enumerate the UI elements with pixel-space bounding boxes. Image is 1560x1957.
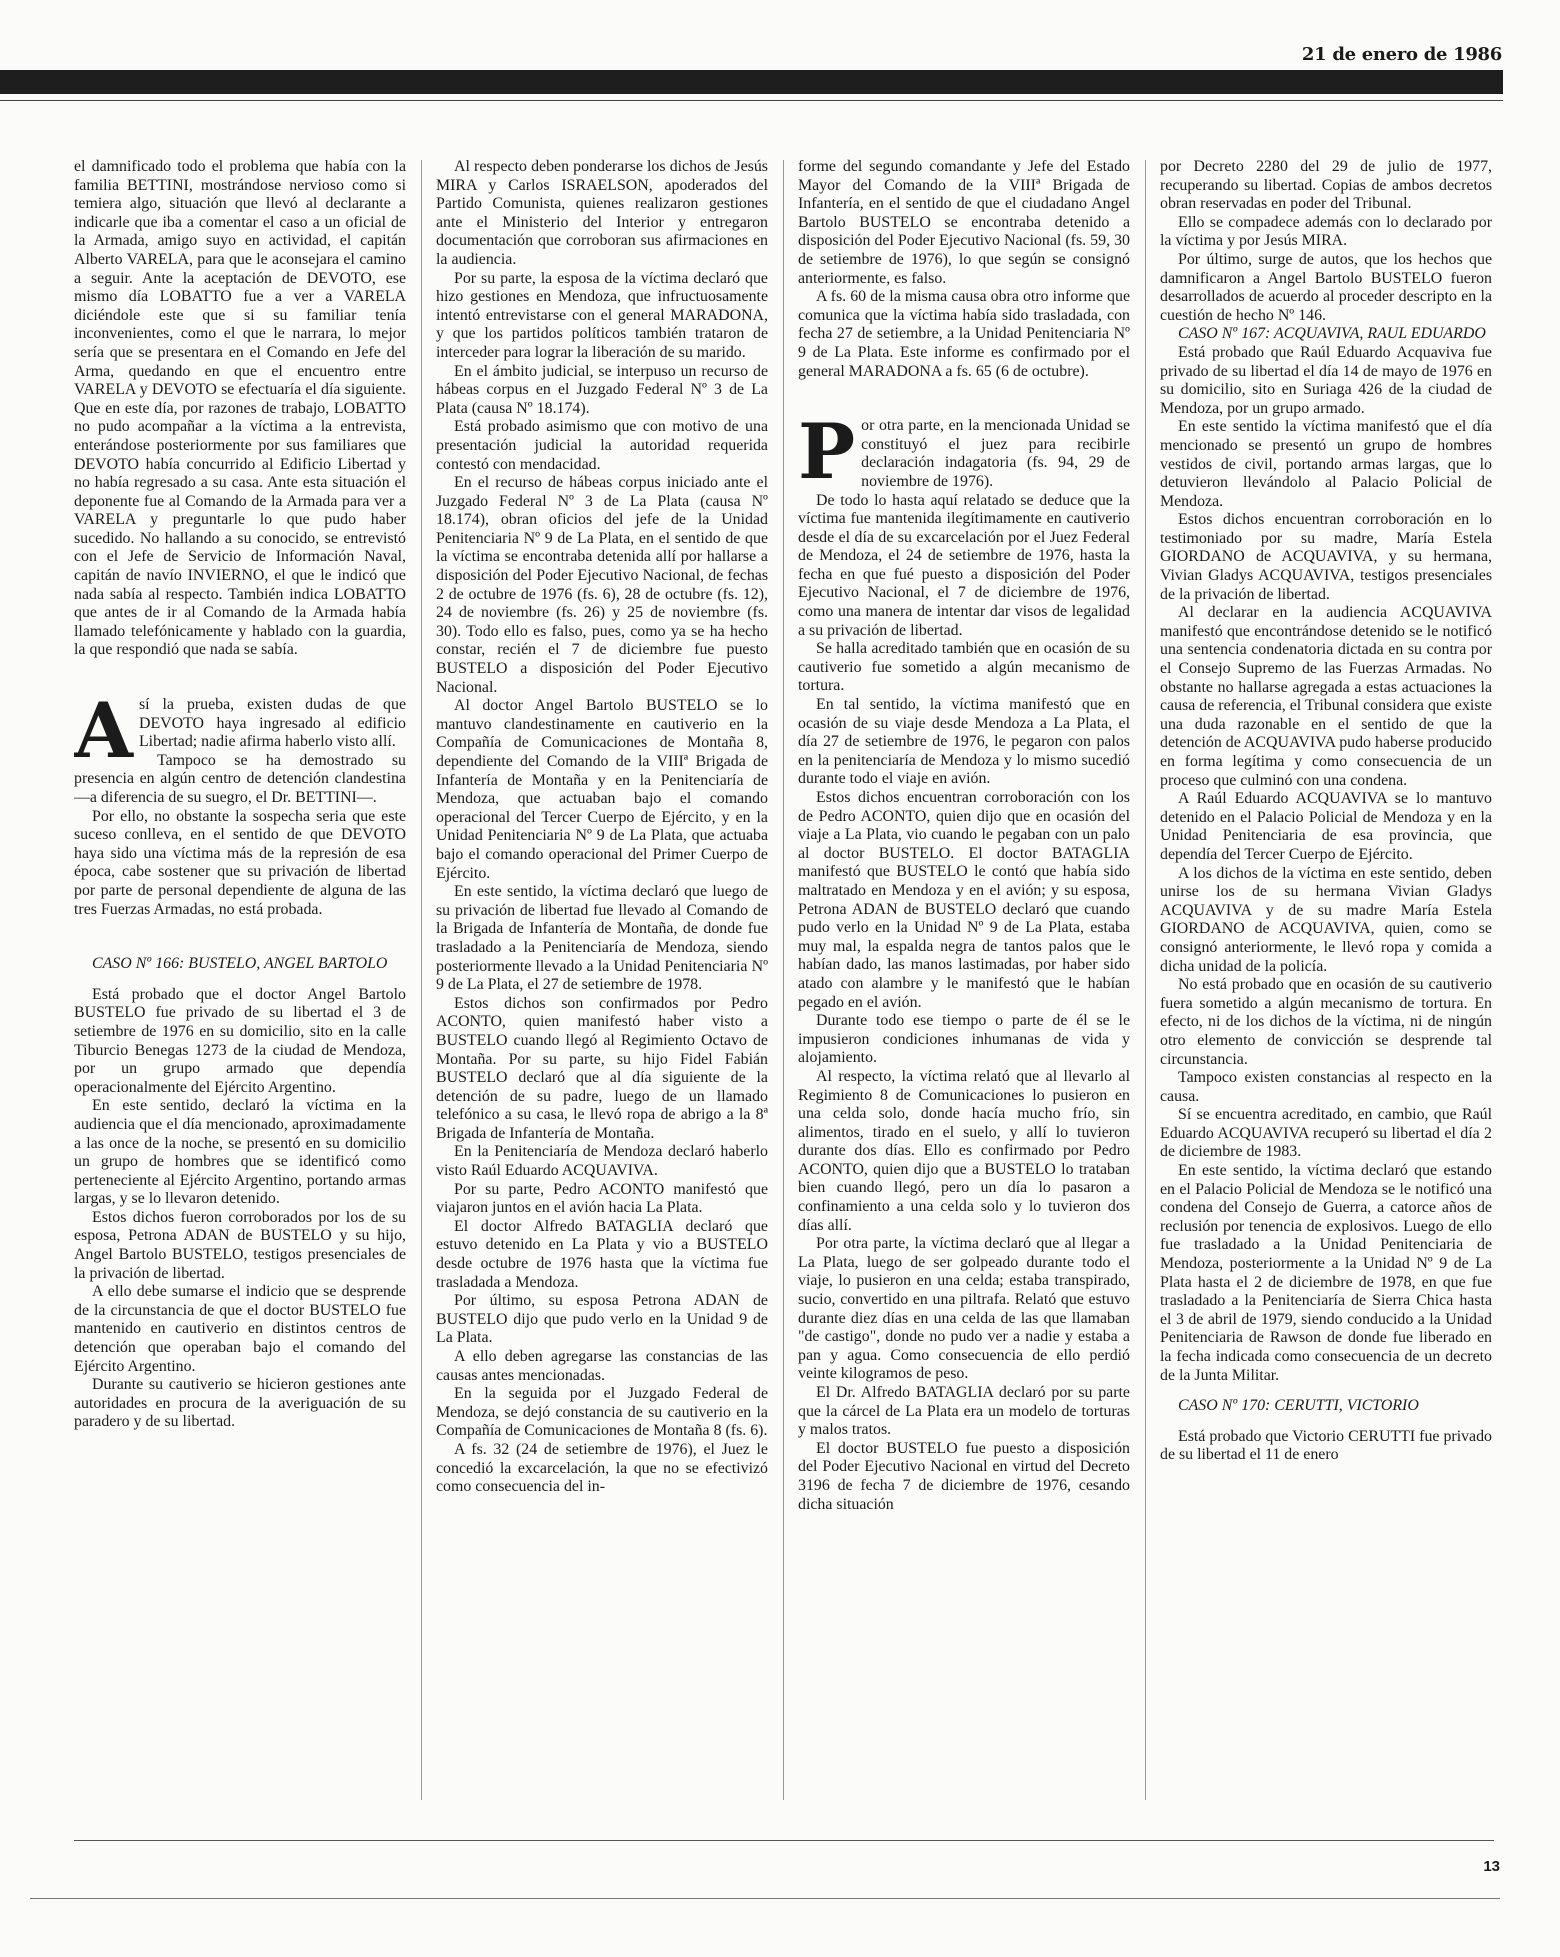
paragraph: De todo lo hasta aquí relatado se deduce que la víctima fue mantenida ilegítimamente en cautiverio desde el día de su excarcelación por el Juez Federal de Mendoza, el 24 de setiembre de 1976, hasta la fecha en que fué puesto a disposición del Poder Ejecutivo Nacional, el 7 de diciembre de 1976, como una manera de intentar dar visos de legalidad a su privación de libertad. <box>798 491 1130 639</box>
paragraph-dropcap <box>798 407 1130 497</box>
paragraph: A fs. 32 (24 de setiembre de 1976), el Juez le concedió la excarcelación, la que no se efectivizó como consecuencia del in- <box>436 1440 768 1496</box>
paragraph: Por su parte, Pedro ACONTO manifestó que viajaron juntos en el avión hacia La Plata. <box>436 1180 768 1217</box>
paragraph: Estos dichos son confirmados por Pedro ACONTO, quien manifestó haber visto a BUSTELO cuando llegó al Regimiento Octavo de Montaña. Por su parte, su hijo Fidel Fabián BUSTELO declaró que al día siguiente de la detención de su padre, luego de un llamado telefónico a su casa, le llevó ropa de abrigo a la 8ª Brigada de Infantería de Montaña. <box>436 994 768 1142</box>
paragraph: Al respecto, la víctima relató que al llevarlo al Regimiento 8 de Comunicaciones lo pusieron en una celda solo, donde hacía mucho frío, sin alimentos, tirado en el suelo, y allí lo tuvieron durante dos días. Ello es confirmado por Pedro ACONTO, quien dijo que a BUSTELO lo trataban bien cuando llegó, pero un día lo pasaron a confinamiento a una celda solo y lo tuvieron dos días allí. <box>798 1067 1130 1234</box>
paragraph: Tampoco existen constancias al respecto en la causa. <box>1160 1069 1492 1105</box>
case-heading: CASO Nº 170: CERUTTI, VICTORIO <box>1178 1397 1419 1415</box>
paragraph: A ello debe sumarse el indicio que se desprende de la circunstancia de que el doctor BUSTELO fue mantenido en cautiverio en distintos centros de detención que operaban bajo el comando del Ejército Argentino. <box>74 1283 406 1375</box>
paragraph-dropcap <box>74 686 406 776</box>
paragraph: En este sentido, declaró la víctima en la audiencia que el día mencionado, aproximadamente a las once de la noche, se presentó en su domicilio un grupo de hombres que se identificó como perteneciente al Ejército Argentino, portando armas largas, y se lo llevaron detenido. <box>74 1097 406 1208</box>
paragraph: Está probado que Raúl Eduardo Acquaviva fue privado de su libertad el día 14 de mayo de 1976 en su domicilio, sito en Suriaga 426 de la ciudad de Mendoza, por un grupo armado. <box>1160 343 1492 417</box>
drop-cap: A <box>74 686 133 776</box>
paragraph: Está probado que Victorio CERUTTI fue privado de su libertad el 11 de enero <box>1160 1427 1492 1464</box>
header-bar <box>0 70 1503 94</box>
column-2 <box>436 158 768 1798</box>
paragraph: En este sentido, la víctima declaró que estando en el Palacio Policial de Mendoza se le notificó una condena del Consejo de Guerra, a catorce años de reclusión por tenencia de explosivos. Luego de ello fue trasladado a la Unidad Penitenciaria de Mendoza, posteriormente a la Unidad Nº 9 de La Plata hasta el 2 de diciembre de 1978, en que fue trasladado a la Penitenciaría de Sierra Chica hasta el 3 de abril de 1979, siendo conducido a la Unidad Penitenciaria de Rawson de donde fue liberado en la fecha indicada como consecuencia de un decreto de la Junta Militar. <box>1160 1162 1492 1384</box>
paragraph: forme del segundo comandante y Jefe del Estado Mayor del Comando de la VIIIª Brigada de Infantería, en el sentido de que el ciudadano Angel Bartolo BUSTELO se encontraba detenido a disposición del Poder Ejecutivo Nacional (fs. 59, 30 de setiembre de 1976), lo que según se consignó anteriormente, es falso. <box>798 158 1130 287</box>
footer-rule-bottom <box>30 1898 1500 1899</box>
column-divider <box>1145 160 1146 1800</box>
paragraph: A Raúl Eduardo ACQUAVIVA se lo mantuvo detenido en el Palacio Policial de Mendoza y en la Unidad Penitenciaria de esa provincia, que dependía del Tercer Cuerpo de Ejército. <box>1160 790 1492 863</box>
column-divider <box>783 160 784 1800</box>
paragraph: Está probado que el doctor Angel Bartolo BUSTELO fue privado de su libertad el 3 de setiembre de 1976 en su domicilio, sito en la calle Tiburcio Benegas 1273 de la ciudad de Mendoza, por un grupo armado que dependía operacionalmente del Ejército Argentino. <box>74 985 406 1096</box>
paragraph: En la Penitenciaría de Mendoza declaró haberlo visto Raúl Eduardo ACQUAVIVA. <box>436 1143 768 1180</box>
paragraph: Durante todo ese tiempo o parte de él se le impusieron condiciones inhumanas de vida y alojamiento. <box>798 1012 1130 1067</box>
paragraph: Por ello, no obstante la sospecha seria que este suceso conlleva, en el sentido de que DEVOTO haya sido una víctima más de la represión de esa época, cabe sostener que su privación de libertad por parte de personal dependiente de alguna de las tres Fuerzas Armadas, no está probada. <box>74 807 406 918</box>
article-body <box>74 158 1494 1798</box>
paragraph: Durante su cautiverio se hicieron gestiones ante autoridades en procura de la averiguación de su paradero y de su libertad. <box>74 1376 406 1431</box>
paragraph: Por último, surge de autos, que los hechos que damnificaron a Angel Bartolo BUSTELO fueron desarrollados de acuerdo al proceder descripto en la cuestión de hecho Nº 146. <box>1160 250 1492 324</box>
paragraph: Estos dichos encuentran corroboración con los de Pedro ACONTO, quien dijo que en ocasión del viaje a La Plata, vio cuando le pegaban con un palo al doctor BUSTELO. El doctor BATAGLIA manifestó que BUSTELO le contó que había sido maltratado en Mendoza y en el avión; y su esposa, Petrona ADAN de BUSTELO declaró que cuando pudo verlo en la Unidad Nº 9 de La Plata, estaba muy mal, la espalda negra de tantos palos que le habían dado, las manos lastimadas, por haber sido atado con alambre y le manifestó que le habían pegado en el avión. <box>798 789 1130 1011</box>
spacer <box>1160 1416 1492 1428</box>
drop-cap: P <box>798 407 856 497</box>
paragraph: El Dr. Alfredo BATAGLIA declaró por su parte que la cárcel de La Plata era un modelo de torturas y malos tratos. <box>798 1384 1130 1439</box>
paragraph: No está probado que en ocasión de su cautiverio fuera sometido a algún mecanismo de tortura. En efecto, ni de los dichos de la víctima, ni de ningún otro elemento de convicción se desprende tal circunstancia. <box>1160 976 1492 1068</box>
paragraph: En la seguida por el Juzgado Federal de Mendoza, se dejó constancia de su cautiverio en la Compañía de Comunicaciones de Montaña 8 (fs. 6). <box>436 1385 768 1440</box>
paragraph: En el recurso de hábeas corpus iniciado ante el Juzgado Federal Nº 3 de La Plata (causa Nº 18.174), obran oficios del jefe de la Unidad Penitenciaria Nº 9 de La Plata, en el sentido de que la víctima se encontraba detenida allí por hallarse a disposición del Poder Ejecutivo Nacional, de fechas 2 de octubre de 1976 (fs. 6), 28 de octubre (fs. 12), 24 de noviembre (fs. 26) y 25 de noviembre (fs. 30). Todo ello es falso, pues, como ya se ha hecho constar, recién el 7 de diciembre fue puesto BUSTELO a disposición del Poder Ejecutivo Nacional. <box>436 474 768 696</box>
case-heading: CASO Nº 167: ACQUAVIVA, RAUL EDUARDO <box>1178 325 1486 343</box>
paragraph: Sí se encuentra acreditado, en cambio, que Raúl Eduardo ACQUAVIVA recuperó su libertad el día 2 de diciembre de 1983. <box>1160 1106 1492 1161</box>
paragraph: el damnificado todo el problema que había con la familia BETTINI, mostrándose nervioso como si temiera algo, situación que llevó al declarante a indicarle que iba a comentar el caso a un oficial de la Armada, amigo suyo en actividad, el capitán Alberto VARELA, para que le aconsejara el camino a seguir. Ante la aceptación de DEVOTO, ese mismo día LOBATTO fue a ver a VARELA diciéndole este que si su familiar tenía inconvenientes, como el que le narrara, lo mejor sería que se presentara en el Comando en Jefe del Arma, quedando en que el encuentro entre VARELA y DEVOTO se efectuaría el día siguiente. Que en este día, por razones de trabajo, LOBATTO no pudo acompañar a la víctima a la entrevista, enterándose posteriormente por sus familiares que DEVOTO había concurrido al Edificio Libertad y no había regresado a su casa. Ante esta situación el deponente fue al Comando de la Armada para ver a VARELA y preguntarle lo que pudo haber sucedido. No hallando a su conocido, se entrevistó con el Jefe de Servicio de Información Naval, capitán de navío INVIERNO, el que le indicó que nada sabía al respecto. También indica LOBATTO que antes de ir al Comando de la Armada había llamado telefónicamente y hablado con la guardia, la que respondió que nada se sabía. <box>74 158 406 659</box>
column-4 <box>1160 158 1492 1798</box>
spacer <box>74 974 406 986</box>
column-1 <box>74 158 406 1798</box>
paragraph-text: sí la prueba, existen dudas de que DEVOTO haya ingresado al edificio Libertad; nadie afirma haberlo visto allí. <box>138 696 406 751</box>
paragraph: Tampoco se ha demostrado su presencia en algún centro de detención clandestina —a diferencia de su suegro, el Dr. BETTINI—. <box>74 751 406 806</box>
spacer <box>74 919 406 955</box>
paragraph: En este sentido la víctima manifestó que el día mencionado se presentó un grupo de hombres vestidos de civil, portando armas largas, que lo detuvieron llevándolo al Palacio Policial de Mendoza. <box>1160 418 1492 510</box>
paragraph: Se halla acreditado también que en ocasión de su cautiverio fue sometido a algún mecanismo de tortura. <box>798 640 1130 695</box>
paragraph-text: or otra parte, en la mencionada Unidad se constituyó el juez para recibirle declaración indagatoria (fs. 94, 29 de noviembre de 1976). <box>861 417 1130 490</box>
paragraph: Está probado asimismo que con motivo de una presentación judicial la autoridad requerida contestó con mendacidad. <box>436 418 768 473</box>
paragraph: En tal sentido, la víctima manifestó que en ocasión de su viaje desde Mendoza a La Plata, el día 27 de setiembre de 1976, le pegaron con palos en la penitenciaría de Mendoza y lo mismo sucedió durante todo el viaje en avión. <box>798 696 1130 788</box>
paragraph: Al declarar en la audiencia ACQUAVIVA manifestó que encontrándose detenido se le notificó una sentencia condenatoria dictada en su contra por el Consejo Supremo de las Fuerzas Armadas. No obstante no hallarse agregada a estas actuaciones la causa de referencia, el Tribunal considera que existe una duda razonable en el sentido de que la detención de ACQUAVIVA pudo haberse producido en forma legítima y como consecuencia de un proceso que culminó con una condena. <box>1160 604 1492 789</box>
page-date: 21 de enero de 1986 <box>1301 44 1502 65</box>
paragraph: Por último, su esposa Petrona ADAN de BUSTELO dijo que pudo verlo en la Unidad 9 de La Plata. <box>436 1292 768 1347</box>
paragraph: El doctor BUSTELO fue puesto a disposición del Poder Ejecutivo Nacional en virtud del Decreto 3196 de fecha 7 de diciembre de 1976, cesando dicha situación <box>798 1439 1130 1513</box>
paragraph: A los dichos de la víctima en este sentido, deben unirse los de su hermana Vivian Gladys ACQUAVIVA y de su madre María Estela GIORDANO de ACQUAVIVA, quien, como se consignó anteriormente, le llevó ropa y comida a dicha unidad de la policía. <box>1160 864 1492 975</box>
header-rule <box>0 100 1503 101</box>
paragraph: por Decreto 2280 del 29 de julio de 1977, recuperando su libertad. Copias de ambos decretos obran reservadas en poder del Tribunal. <box>1160 158 1492 213</box>
paragraph: A fs. 60 de la misma causa obra otro informe que comunica que la víctima había sido trasladada, con fecha 27 de setiembre, a la Unidad Penitenciaria Nº 9 de La Plata. Este informe es confirmado por el general MARADONA a fs. 65 (6 de octubre). <box>798 288 1130 380</box>
paragraph: En el ámbito judicial, se interpuso un recurso de hábeas corpus en el Juzgado Federal Nº 3 de La Plata (causa Nº 18.174). <box>436 362 768 417</box>
paragraph: A ello deben agregarse las constancias de las causas antes mencionadas. <box>436 1348 768 1384</box>
column-3 <box>798 158 1130 1798</box>
paragraph: Al doctor Angel Bartolo BUSTELO se lo mantuvo clandestinamente en cautiverio en la Compañía de Comunicaciones de Montaña 8, dependiente del Comando de la VIIIª Brigada de Infantería de Montaña y en la Penitenciaría de Mendoza, que actuaban bajo el comando operacional del Tercer Cuerpo de Ejército, y en la Unidad Penitenciaria Nº 9 de La Plata, que actuaba bajo el comando operacional del Primer Cuerpo de Ejército. <box>436 697 768 882</box>
paragraph: En este sentido, la víctima declaró que luego de su privación de libertad fue llevado al Comando de la Brigada de Infantería de Montaña, de donde fue trasladado a la Penitenciaría de Mendoza, siendo posteriormente llevado a la Unidad Penitenciaria Nº 9 de La Plata, el 27 de setiembre de 1978. <box>436 883 768 994</box>
paragraph: El doctor Alfredo BATAGLIA declaró que estuvo detenido en La Plata y vio a BUSTELO desde octubre de 1976 hasta que la víctima fue trasladada a Mendoza. <box>436 1217 768 1291</box>
paragraph: Por su parte, la esposa de la víctima declaró que hizo gestiones en Mendoza, que infructuosamente intentó entrevistarse con el general MARADONA, y que los partidos políticos también trataron de interceder para lograr la liberación de su marido. <box>436 269 768 361</box>
spacer <box>1160 1385 1492 1397</box>
column-divider <box>421 160 422 1800</box>
paragraph: Por otra parte, la víctima declaró que al llegar a La Plata, luego de ser golpeado durante todo el viaje, lo pusieron en una celda; estaba transpirado, sucio, convertido en una piltrafa. Relató que estuvo durante diez días en una celda de las que llamaban "de castigo", donde no pudo ver a nadie y estaba a pan y agua. Como consecuencia de ello perdió veinte kilogramos de peso. <box>798 1235 1130 1383</box>
page-number: 13 <box>1483 1858 1500 1875</box>
paragraph: Estos dichos fueron corroborados por los de su esposa, Petrona ADAN de BUSTELO y su hijo, Angel Bartolo BUSTELO, testigos presenciales de la privación de libertad. <box>74 1208 406 1282</box>
paragraph: Al respecto deben ponderarse los dichos de Jesús MIRA y Carlos ISRAELSON, apoderados del Partido Comunista, quienes realizaron gestiones ante el Ministerio del Interior y entregaron documentación que corroboran sus afirmaciones en la audiencia. <box>436 158 768 268</box>
paragraph: Ello se compadece además con lo declarado por la víctima y por Jesús MIRA. <box>1160 213 1492 250</box>
case-heading: CASO Nº 166: BUSTELO, ANGEL BARTOLO <box>92 955 388 973</box>
paragraph: Estos dichos encuentran corroboración en lo testimoniado por su madre, María Estela GIORDANO de ACQUAVIVA, y su hermana, Vivian Gladys ACQUAVIVA, testigos presenciales de la privación de libertad. <box>1160 511 1492 603</box>
footer-rule <box>74 1840 1494 1841</box>
